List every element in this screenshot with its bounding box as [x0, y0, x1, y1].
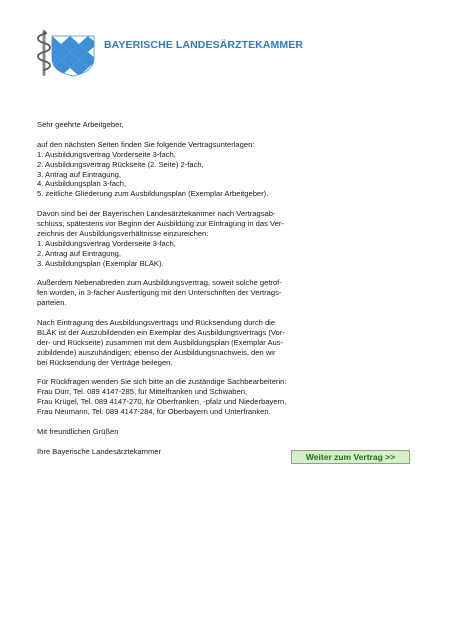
contact-item: Frau Neumann, Tel. 089 4147-284, für Oberbayern und Unterfranken.	[37, 407, 271, 417]
document-item: 1. Ausbildungsvertrag Vorderseite 3-fach,	[37, 149, 176, 159]
side-agreements-text: parteien.	[37, 298, 67, 308]
submission-text: Davon sind bei der Bayerischen Landesärztekammer nach Vertragsab-	[37, 209, 276, 219]
brand-line-1: BAYERISCHE	[104, 39, 173, 51]
closing: Mit freundlichen Grüßen	[37, 427, 119, 436]
documents-intro: auf den nächsten Seiten finden Sie folgende Vertragsunterlagen:	[37, 139, 255, 149]
salutation: Sehr geehrte Arbeitgeber,	[37, 120, 124, 129]
return-info-text: bei Rücksendung der Verträge beilegen.	[37, 357, 173, 367]
submission-text: schluss, spätestens vor Beginn der Ausbildung zur Eintragung in das Ver-	[37, 219, 284, 229]
contact-item: Frau Krügel, Tel. 089 4147-270, für Oberfranken, -pfalz und Niederbayern,	[37, 397, 287, 407]
submission-item: 2. Antrag auf Eintragung,	[37, 248, 122, 258]
contacts-paragraph	[37, 377, 420, 417]
return-info-text: der- und Rückseite) zusammen mit dem Ausbildungsplan (Exemplar Aus-	[37, 337, 284, 347]
document-item: 2. Ausbildungsvertrag Rückseite (2. Seite) 2-fach,	[37, 159, 204, 169]
contacts-intro: Für Rückfragen wenden Sie sich bitte an die zuständige Sachbearbeiterin:	[37, 377, 287, 387]
letter-body	[37, 120, 420, 467]
signature: Ihre Bayerische Landesärztekammer	[37, 446, 162, 456]
return-info-text: Nach Eintragung des Ausbildungsvertrags und Rücksendung durch die	[37, 318, 276, 328]
brand-line-2: LANDESÄRZTEKAMMER	[175, 39, 304, 51]
document-item: 3. Antrag auf Eintragung,	[37, 169, 122, 179]
return-info-paragraph	[37, 318, 420, 368]
side-agreements-text: fen wurden, in 3-facher Ausfertigung mit den Unterschriften der Vertrags-	[37, 288, 282, 298]
submission-item: 1. Ausbildungsvertrag Vorderseite 3-fach,	[37, 238, 176, 248]
document-item: 5. zeitliche Gliederung zum Ausbildungsplan (Exemplar Arbeitgeber).	[37, 189, 269, 199]
submission-item: 3. Ausbildungsplan (Exemplar BLÄK).	[37, 258, 164, 268]
logo	[32, 28, 304, 78]
side-agreements-text: Außerdem Nebenabreden zum Ausbildungsvertrag, soweit solche getrof-	[37, 278, 282, 288]
continue-to-contract-button[interactable]: Weiter zum Vertrag >>	[291, 450, 410, 464]
contact-item: Frau Dürr, Tel. 089 4147-285, für Mittelfranken und Schwaben,	[37, 387, 248, 397]
return-info-text: BLÄK ist der Auszubildenden ein Exemplar des Ausbildungsvertrags (Vor-	[37, 327, 285, 337]
submission-text: zeichnis der Ausbildungsverhältnisse einzureichen:	[37, 228, 209, 238]
submission-paragraph	[37, 209, 420, 268]
brand-name	[104, 40, 303, 52]
documents-paragraph	[37, 140, 420, 199]
return-info-text: zubildende) auszuhändigen; ebenso der Ausbildungsnachweis, den wir	[37, 347, 276, 357]
document-item: 4. Ausbildungsplan 3-fach,	[37, 179, 127, 189]
aesculapian-staff-bavarian-lozenge-icon	[32, 28, 102, 78]
side-agreements-paragraph	[37, 278, 420, 308]
